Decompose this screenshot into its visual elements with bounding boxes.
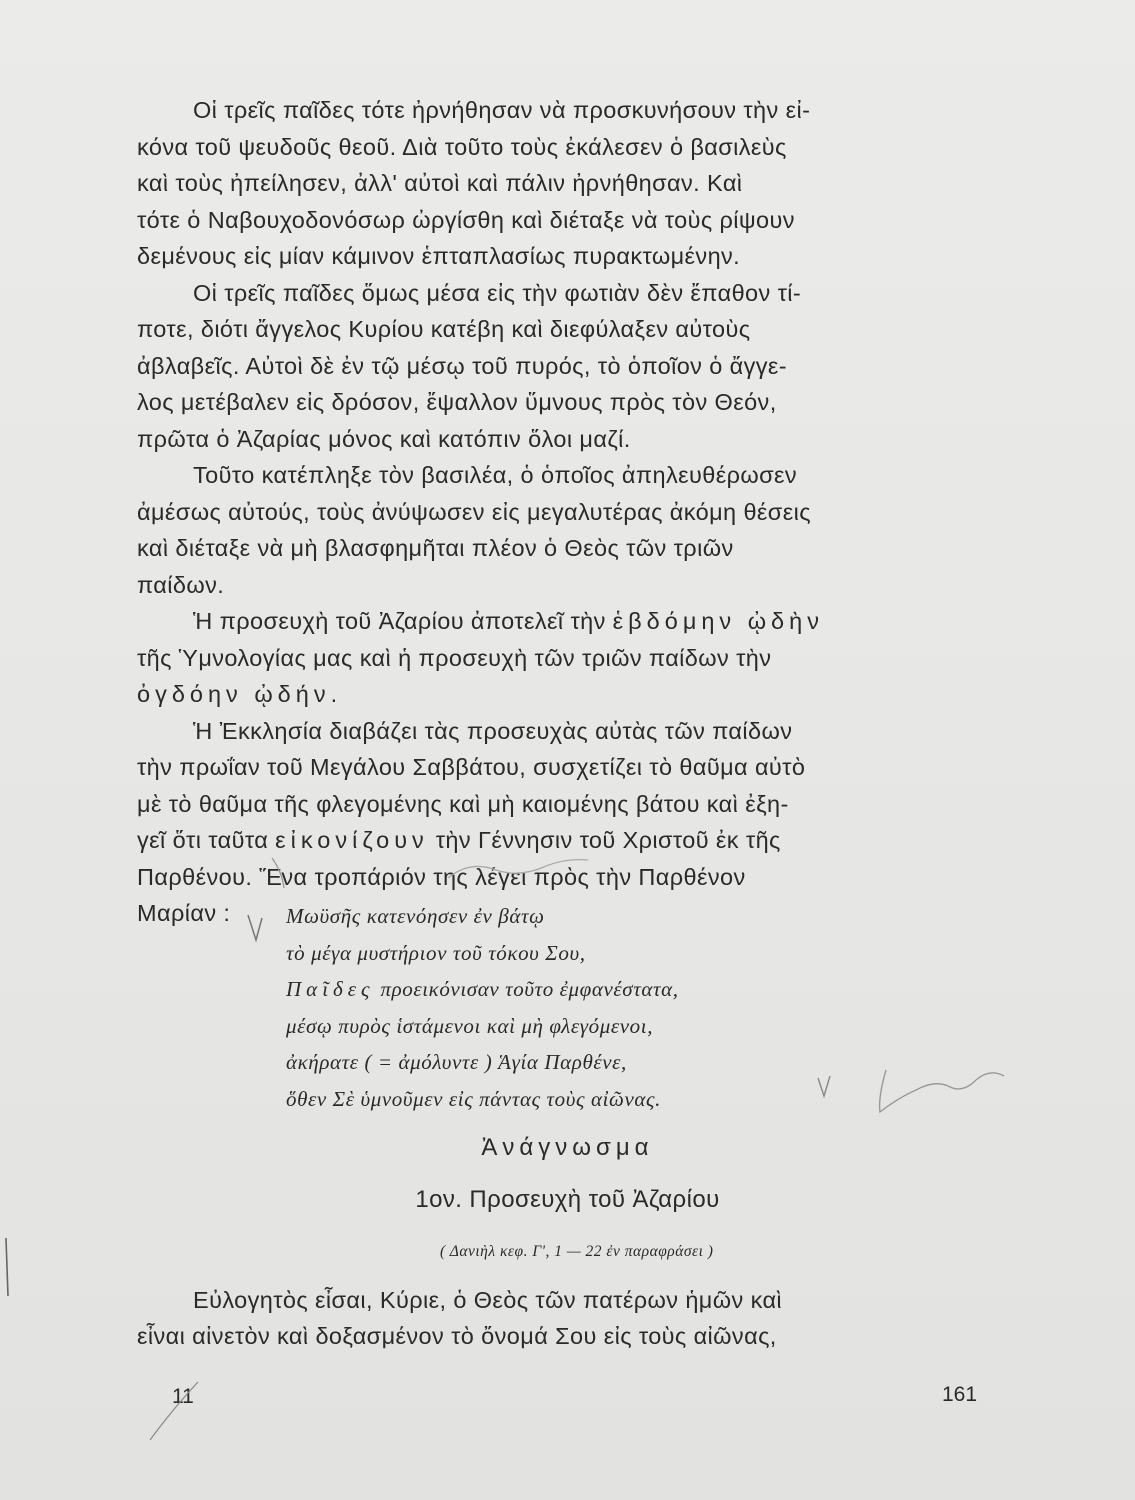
text-line: Οἱ τρεῖς παῖδες τότε ἠρνήθησαν νὰ προσκυνήσουν τὴν εἰ- <box>193 97 811 123</box>
text-line: πρῶτα ὁ Ἀζαρίας μόνος καὶ κατόπιν ὅλοι μαζί. <box>137 425 631 452</box>
verse-line: ἀκήρατε ( = ἀμόλυντε ) Ἁγία Παρθένε, <box>286 1050 627 1075</box>
page-number: 161 <box>942 1383 978 1406</box>
text-line: ἀβλαβεῖς. Αὐτοὶ δὲ ἐν τῷ μέσῳ τοῦ πυρός, τὸ ὁποῖον ὁ ἄγγε- <box>137 352 788 379</box>
signature-mark: 11 <box>172 1385 194 1408</box>
scripture-reference: ( Δανιὴλ κεφ. Γ', 1 — 22 ἐν παραφράσει ) <box>440 1243 714 1260</box>
spaced-emphasis: Παῖδες <box>286 977 375 1002</box>
pencil-stroke <box>272 858 284 888</box>
verse-line: μέσῳ πυρὸς ἱστάμενοι καὶ μὴ φλεγόμενοι, <box>286 1013 654 1038</box>
pencil-scribble <box>448 860 588 878</box>
verse-line: ὅθεν Σὲ ὑμνοῦμεν εἰς πάντας τοὺς αἰῶνας. <box>286 1086 661 1111</box>
text-line: δεμένους εἰς μίαν κάμινον ἑπταπλασίως πυρακτωμένην. <box>137 243 741 269</box>
text-line: Εὐλογητὸς εἶσαι, Κύριε, ὁ Θεὸς τῶν πατέρων ἡμῶν καὶ <box>193 1287 783 1313</box>
margin-line <box>6 1238 8 1296</box>
pencil-stroke <box>150 1382 198 1440</box>
text-line: Οἱ τρεῖς παῖδες ὅμως μέσα εἰς τὴν φωτιὰν δὲν ἔπαθον τί- <box>193 279 802 306</box>
text-line: Ἡ Ἐκκλησία διαβάζει τὰς προσευχὰς αὐτὰς τῶν παίδων <box>193 717 793 744</box>
text-line: παίδων. <box>137 571 225 598</box>
text-line: Ἡ προσευχὴ τοῦ Ἀζαρίου ἀποτελεῖ τὴν <box>193 608 613 634</box>
text-line: Παρθένου. Ἕνα τροπάριόν της λέγει πρὸς τὴν Παρθένον <box>137 863 746 890</box>
text-line: μὲ τὸ θαῦμα τῆς φλεγομένης καὶ μὴ καιομένης βάτου καὶ ἐξη- <box>137 790 789 817</box>
section-subheading: 1ον. Προσευχὴ τοῦ Ἀζαρίου <box>415 1186 720 1213</box>
text-line: τῆς Ὑμνολογίας μας καὶ ἡ προσευχὴ τῶν τριῶν παίδων τὴν <box>137 644 772 671</box>
verse-line-rest: προεικόνισαν τοῦτο ἐμφανέστατα, <box>374 977 679 1002</box>
text-line: καὶ διέταξε νὰ μὴ βλασφημῆται πλέον ὁ Θεὸς τῶν τριῶν <box>137 535 734 561</box>
verse-line: Μωϋσῆς κατενόησεν ἐν βάτῳ <box>286 904 545 928</box>
spaced-emphasis: εἰκονίζουν <box>275 827 429 853</box>
text-line: ποτε, διότι ἄγγελος Κυρίου κατέβη καὶ διεφύλαξεν αὐτοὺς <box>137 316 751 342</box>
check-mark-icon <box>248 915 262 940</box>
text-line: εἶναι αἰνετὸν καὶ δοξασμένον τὸ ὄνομά Σου εἰς τοὺς αἰῶνας, <box>137 1323 777 1349</box>
section-heading: Ἀνάγνωσμα <box>481 1134 654 1161</box>
spaced-emphasis: ἑβδόμην ᾠδὴν <box>612 608 824 634</box>
text-line: λος μετέβαλεν εἰς δρόσον, ἔψαλλον ὕμνους πρὸς τὸν Θεόν, <box>137 389 777 415</box>
text-line: ἀμέσως αὐτούς, τοὺς ἀνύψωσεν εἰς μεγαλυτέρας ἀκόμη θέσεις <box>137 498 811 525</box>
text-line: κόνα τοῦ ψευδοῦς θεοῦ. Διὰ τοῦτο τοὺς ἐκάλεσεν ὁ βασιλεὺς <box>137 133 787 160</box>
text-line: Τοῦτο κατέπληξε τὸν βασιλέα, ὁ ὁποῖος ἀπηλευθέρωσεν <box>193 462 798 488</box>
text-line: καὶ τοὺς ἠπείλησεν, ἀλλ' αὐτοὶ καὶ πάλιν ἠρνήθησαν. Καὶ <box>137 170 743 196</box>
pencil-scribble <box>880 1070 1004 1112</box>
text-line: τότε ὁ Ναβουχοδονόσωρ ὠργίσθη καὶ διέταξε νὰ τοὺς ρίψουν <box>137 206 795 233</box>
text-line: τὴν Γέννησιν τοῦ Χριστοῦ ἐκ τῆς <box>428 827 781 853</box>
text-line: Μαρίαν : <box>137 900 231 926</box>
verse-line: τὸ μέγα μυστήριον τοῦ τόκου Σου, <box>286 940 586 965</box>
text-line: γεῖ ὅτι ταῦτα <box>137 827 276 853</box>
check-mark-icon <box>818 1076 830 1096</box>
spaced-emphasis: ὀγδόην ᾠδήν. <box>137 681 343 707</box>
text-line: τὴν πρωΐαν τοῦ Μεγάλου Σαββάτου, συσχετίζει τὸ θαῦμα αὐτὸ <box>137 754 806 780</box>
